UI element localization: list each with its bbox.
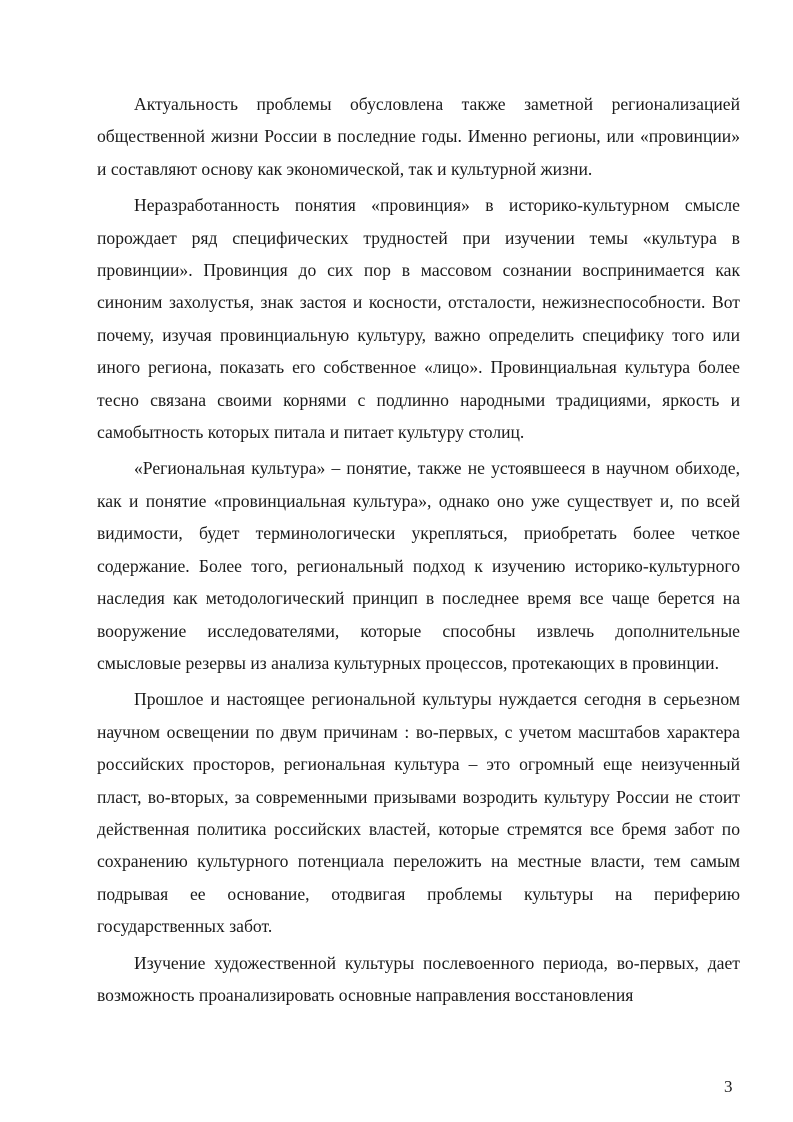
paragraph-3: «Региональная культура» – понятие, также не устоявшееся в научном обиходе, как и понятие «провинциальная культура», однако оно уже существует и, по всей видимости, будет терминологически укрепляться, приобретать более четкое содержание. Более того, региональный подход к изучению историко-культурного наследия как методологический принцип в последнее время все чаще берется на вооружение исследователями, которые способны извлечь дополнительные смысловые резервы из анализа культурных процессов, протекающих в провинции. [97, 458, 740, 673]
body-text [97, 88, 740, 1015]
paragraph-4: Прошлое и настоящее региональной культуры нуждается сегодня в серьезном научном освещении по двум причинам : во-первых, с учетом масштабов характера российских просторов, региональная культура – это огромный еще неизученный пласт, во-вторых, за современными призывами возродить культуру России не стоит действенная политика российских властей, которые стремятся все бремя забот по сохранению культурного потенциала переложить на местные власти, тем самым подрывая ее основание, отодвигая проблемы культуры на периферию государственных забот. [97, 689, 740, 937]
page-number: 3 [724, 1077, 733, 1096]
paragraph-1: Актуальность проблемы обусловлена также заметной регионализацией общественной жизни России в последние годы. Именно регионы, или «провинции» и составляют основу как экономической, так и культурной жизни. [97, 94, 740, 179]
paragraph-5: Изучение художественной культуры послевоенного периода, во-первых, дает возможность проанализировать основные направления восстановления [97, 952, 740, 1005]
paragraph-2: Неразработанность понятия «провинция» в историко-культурном смысле порождает ряд специфических трудностей при изучении темы «культура в провинции». Провинция до сих пор в массовом сознании воспринимается как синоним захолустья, знак застоя и косности, отсталости, нежизнеспособности. Вот почему, изучая провинциальную культуру, важно определить специфику того или иного региона, показать его собственное «лицо». Провинциальная культура более тесно связана своими корнями с подлинно народными традициями, яркость и самобытность которых питала и питает культуру столиц. [97, 195, 740, 443]
